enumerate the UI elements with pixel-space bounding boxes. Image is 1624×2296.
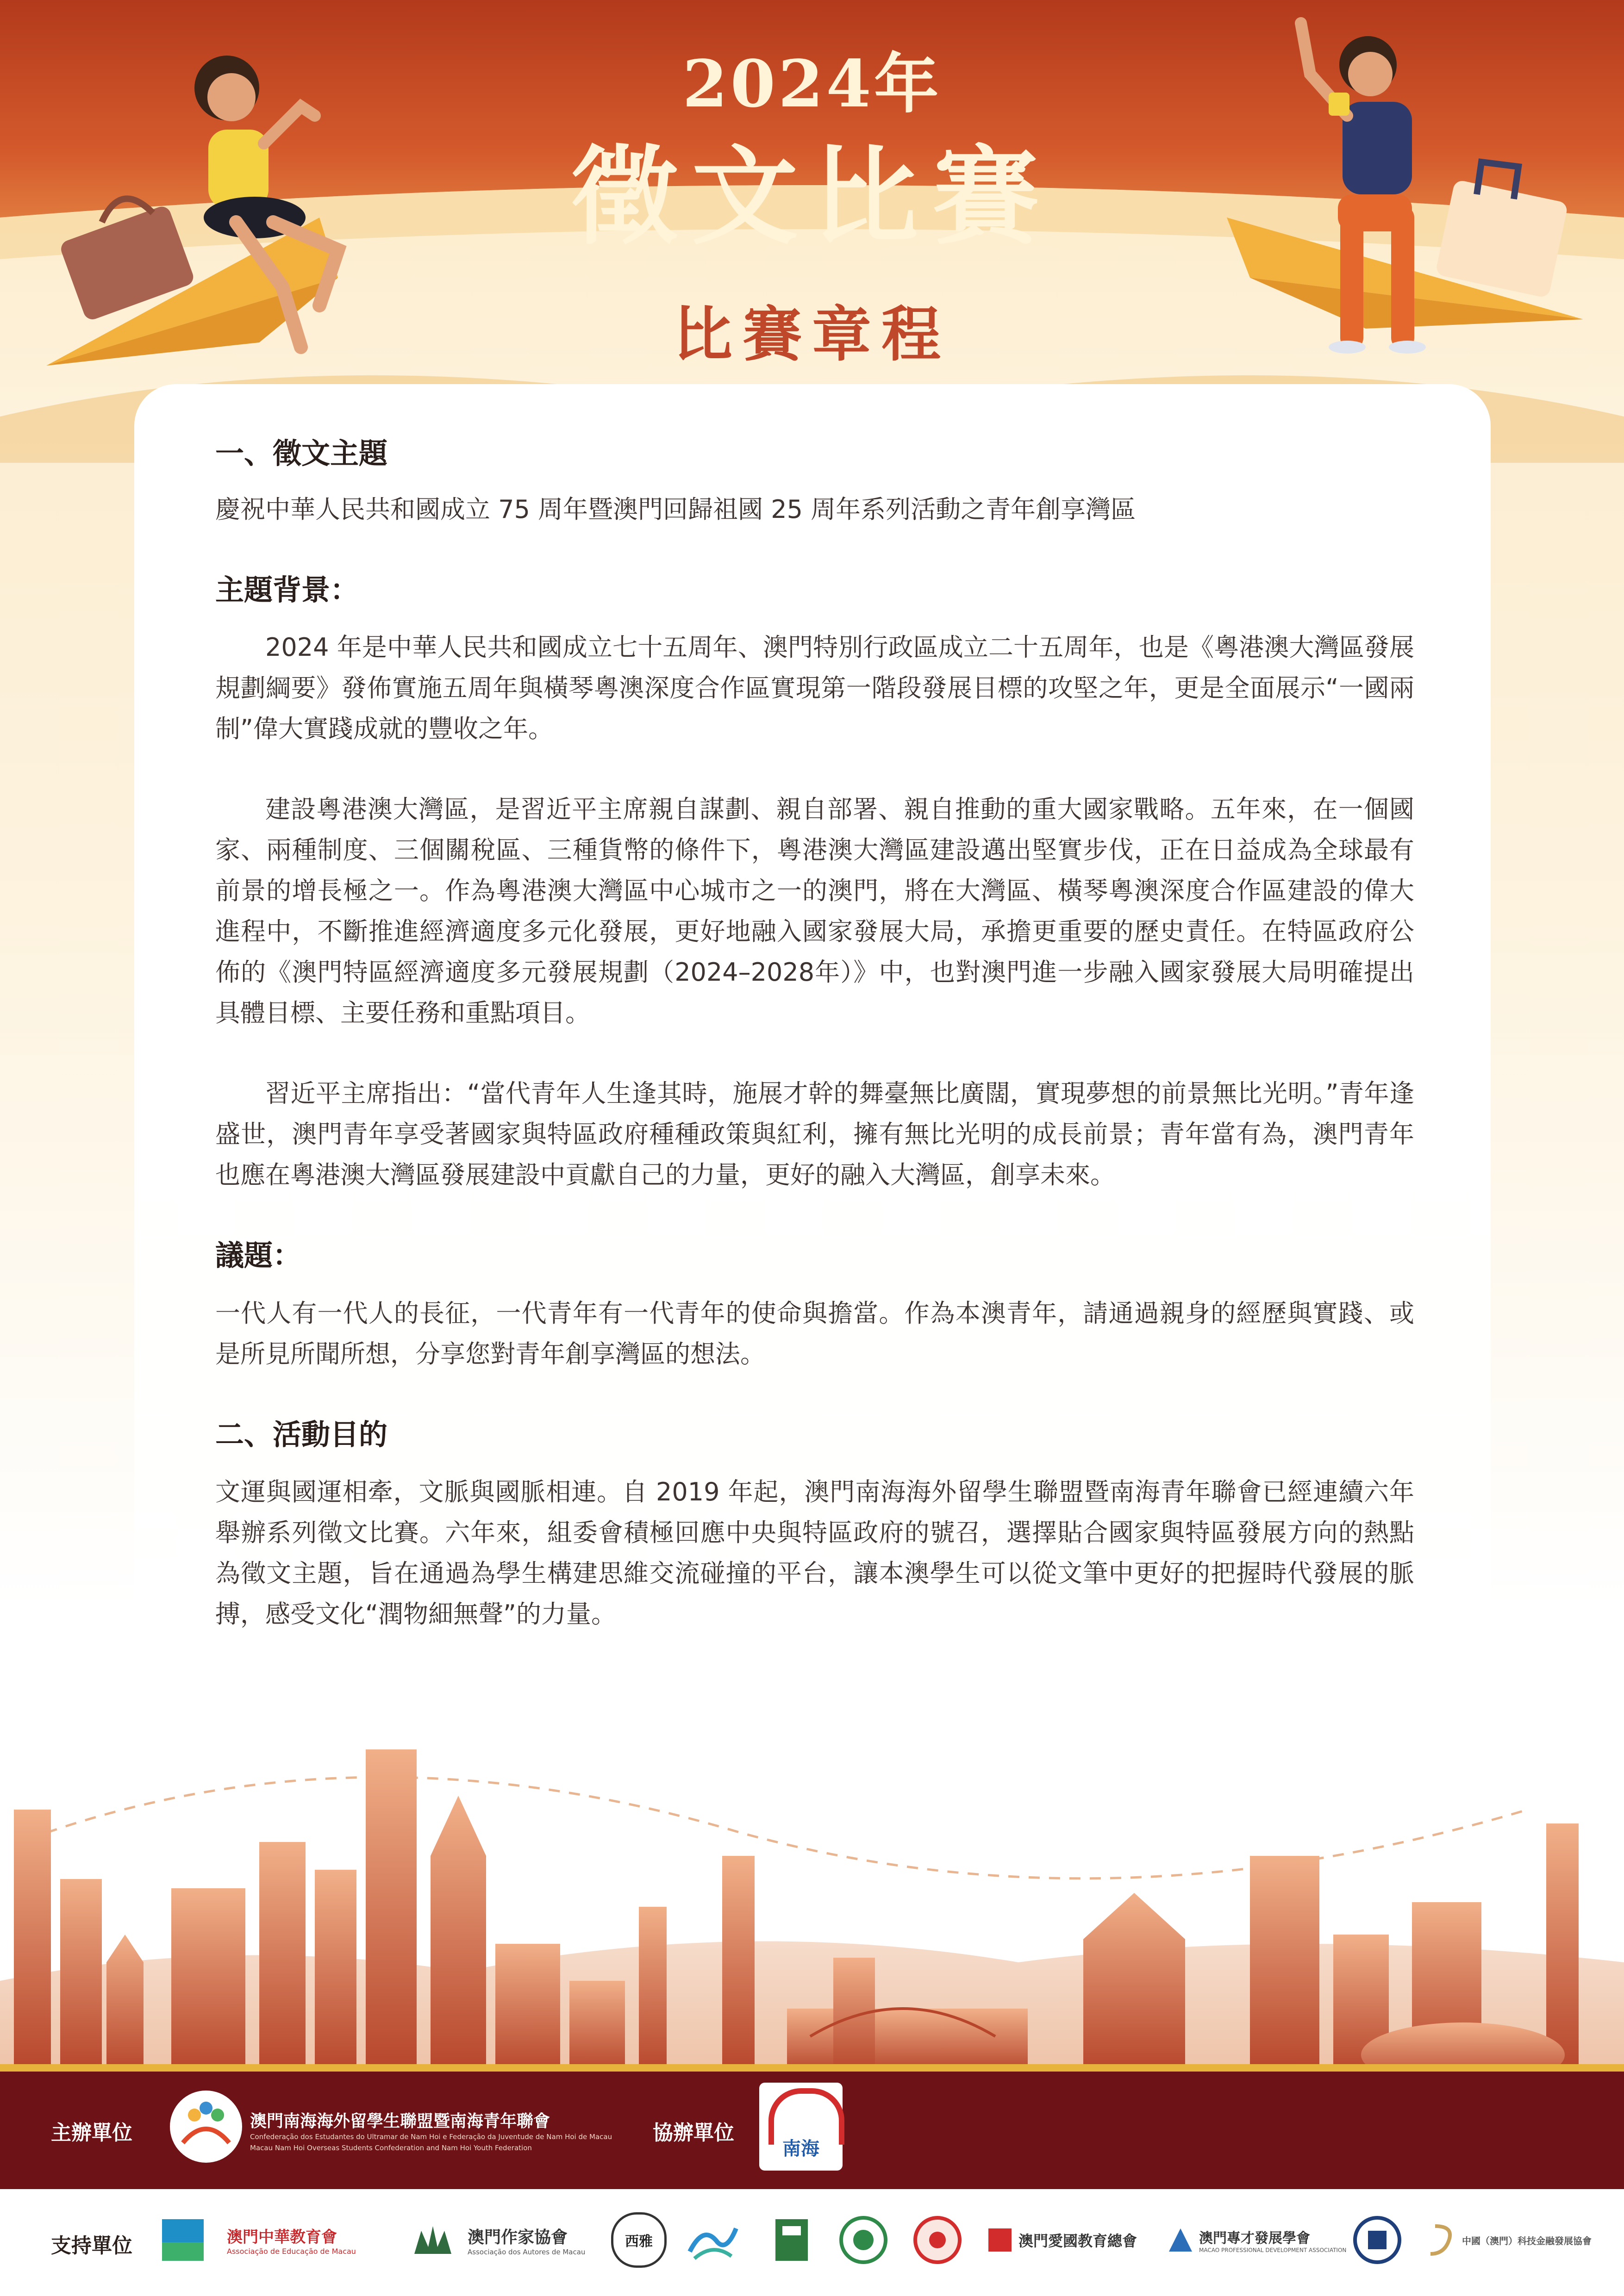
theme-text: 慶祝中華人民共和國成立 75 周年暨澳門回歸祖國 25 周年系列活動之青年創享灣區: [215, 494, 1136, 524]
supporter-2-name: 澳門中華教育會: [227, 2228, 337, 2246]
supporter-logo-11: [1167, 2205, 1346, 2275]
section-heading-background: 主題背景：: [215, 572, 359, 607]
supporter-2-sub: Associação de Educação de Macau: [227, 2247, 356, 2256]
organizer-logo: [167, 2087, 245, 2166]
supporter-logo-4: [468, 2205, 585, 2275]
section-heading-theme: 一、徵文主題: [215, 436, 388, 470]
title-year: 2024年: [682, 46, 942, 122]
topic-text: 一代人有一代人的長征，一代青年有一代青年的使命與擔當。作為本澳青年，請通過親身的經歷與實踐、或是所見所聞所想，分享您對青年創享灣區的想法。: [215, 1298, 1414, 1369]
supporter-logo-1: [157, 2205, 208, 2275]
supporter-logo-3: [412, 2205, 454, 2275]
co-organizer-label: 協辦單位: [653, 2121, 734, 2145]
supporter-logo-8: [838, 2205, 889, 2275]
supporter-logo-5: [611, 2205, 667, 2275]
supporter-label: 支持單位: [51, 2234, 132, 2258]
supporter-logo-2: [227, 2205, 356, 2275]
organizer-name: 澳門南海海外留學生聯盟暨南海青年聯會: [250, 2112, 550, 2131]
supporter-11-name: 澳門專才發展學會: [1199, 2230, 1310, 2246]
title-main: 徵文比賽: [571, 134, 1053, 259]
supporter-logo-13: [1426, 2205, 1592, 2275]
organizer-label: 主辦單位: [51, 2121, 132, 2145]
purpose-text: 文運與國運相牽，文脈與國脈相連。自 2019 年起，澳門南海海外留學生聯盟暨南海青年聯會已經連續六年舉辦系列徵文比賽。六年來，組委會積極回應中央與特區政府的號召，選擇貼合國家與特區發展方向的熱點為徵文主題，旨在通過為學生構建思維交流碰撞的平台，讓本澳學生可以從文筆中更好的把握時代發展的脈搏，感受文化“潤物細無聲”的力量。: [215, 1477, 1414, 1629]
organizer-name-en: Macau Nam Hoi Overseas Students Confederation and Nam Hoi Youth Federation: [250, 2144, 532, 2152]
supporter-5-name: 西雅: [625, 2234, 653, 2250]
supporter-4-sub: Associação dos Autores de Macau: [468, 2247, 586, 2256]
background-paragraph-1: 2024 年是中華人民共和國成立七十五周年、澳門特別行政區成立二十五周年，也是《粵港澳大灣區發展規劃綱要》發佈實施五周年與橫琴粵澳深度合作區實現第一階段發展目標的攻堅之年，更是全面展示“一國兩制”偉大實踐成就的豐收之年。: [215, 633, 1414, 744]
content-body: [215, 435, 1414, 1635]
supporter-logo-7: [768, 2205, 815, 2275]
co-organizer-logo-arch: [768, 2088, 844, 2145]
city-skyline-illustration: [0, 1740, 1624, 2073]
co-organizer-logo-text: 南海: [782, 2138, 819, 2159]
supporter-13-name: 中國（澳門）科技金融發展協會: [1462, 2235, 1592, 2246]
supporter-10-name: 澳門愛國教育總會: [1018, 2232, 1137, 2250]
supporter-logo-12: [1352, 2205, 1403, 2275]
background-paragraph-2: 建設粵港澳大灣區，是習近平主席親自謀劃、親自部署、親自推動的重大國家戰略。五年來，在一個國家、兩種制度、三個關稅區、三種貨幣的條件下，粵港澳大灣區建設邁出堅實步伐，正在日益成為全球最有前景的增長極之一。作為粵港澳大灣區中心城市之一的澳門，將在大灣區、橫琴粵澳深度合作區建設的偉大進程中，不斷推進經濟適度多元化發展，更好地融入國家發展大局，承擔更重要的歷史責任。在特區政府公佈的《澳門特區經濟適度多元發展規劃（2024–2028年）》中，也對澳門進一步融入國家發展大局明確提出具體目標、主要任務和重點項目。: [215, 795, 1414, 1028]
supporter-logo-9: [912, 2205, 963, 2275]
organizer-name-pt: Confederação dos Estudantes do Ultramar de Nam Hoi e Federação da Juventude de Nam Hoi de Macau: [250, 2133, 612, 2141]
background-paragraph-3: 習近平主席指出：“當代青年人生逢其時，施展才幹的舞臺無比廣闊，實現夢想的前景無比光明。”青年逢盛世，澳門青年享受著國家與特區政府種種政策與紅利，擁有無比光明的成長前景；青年當有為，澳門青年也應在粵港澳大灣區發展建設中貢獻自己的力量，更好的融入大灣區，創享未來。: [215, 1079, 1414, 1190]
section-heading-purpose: 二、活動目的: [215, 1417, 388, 1451]
subtitle: 比賽章程: [673, 300, 951, 369]
supporter-logo-10: [986, 2205, 1137, 2275]
co-organizer-logo: [759, 2083, 843, 2171]
supporter-11-sub: MACAO PROFESSIONAL DEVELOPMENT ASSOCIATION: [1199, 2247, 1347, 2253]
section-heading-topic: 議題：: [215, 1238, 302, 1273]
supporter-4-name: 澳門作家協會: [468, 2228, 568, 2247]
supporter-logo-6: [685, 2205, 741, 2275]
